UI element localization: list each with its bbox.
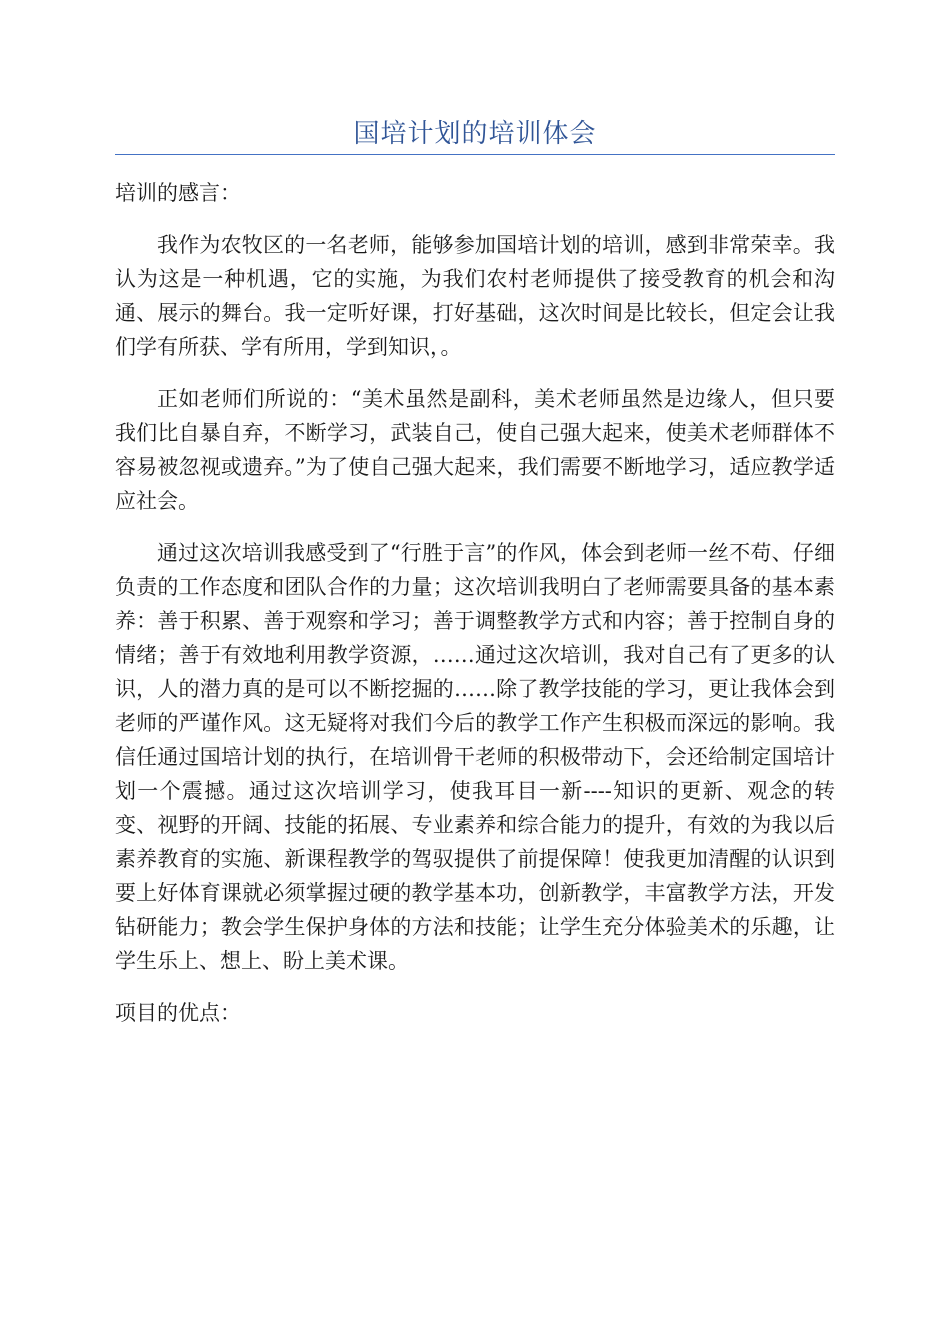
- paragraph-1: 我作为农牧区的一名老师，能够参加国培计划的培训，感到非常荣幸。我认为这是一种机遇，它的实施，为我们农村老师提供了接受教育的机会和沟通、展示的舞台。我一定听好课，打好基础，这次时间是比较长，但定会让我们学有所获、学有所用，学到知识，。: [115, 233, 835, 359]
- section-heading-impressions: 培训的感言：: [115, 181, 241, 205]
- document-body: [115, 176, 835, 1048]
- title-underline: [115, 154, 835, 155]
- section-heading-advantages: 项目的优点：: [115, 1001, 241, 1025]
- document-title: 国培计划的培训体会: [353, 119, 597, 149]
- paragraph-2: 正如老师们所说的：“美术虽然是副科，美术老师虽然是边缘人，但只要我们比自暴自弃，不断学习，武装自己，使自己强大起来，使美术老师群体不容易被忽视或遗弃。”为了使自己强大起来，我们需要不断地学习，适应教学适应社会。: [115, 387, 835, 513]
- paragraph-3: 通过这次培训我感受到了“行胜于言”的作风，体会到老师一丝不苟、仔细负责的工作态度和团队合作的力量；这次培训我明白了老师需要具备的基本素养：善于积累、善于观察和学习；善于调整教学方式和内容；善于控制自身的情绪；善于有效地利用教学资源，……通过这次培训，我对自己有了更多的认识，人的潜力真的是可以不断挖掘的……除了教学技能的学习，更让我体会到老师的严谨作风。这无疑将对我们今后的教学工作产生积极而深远的影响。我信任通过国培计划的执行，在培训骨干老师的积极带动下，会还给制定国培计划一个震撼。通过这次培训学习，使我耳目一新----知识的更新、观念的转变、视野的开阔、技能的拓展、专业素养和综合能力的提升，有效的为我以后素养教育的实施、新课程教学的驾驭提供了前提保障！使我更加清醒的认识到要上好体育课就必须掌握过硬的教学基本功，创新教学，丰富教学方法，开发钻研能力；教会学生保护身体的方法和技能；让学生充分体验美术的乐趣，让学生乐上、想上、盼上美术课。: [115, 541, 835, 973]
